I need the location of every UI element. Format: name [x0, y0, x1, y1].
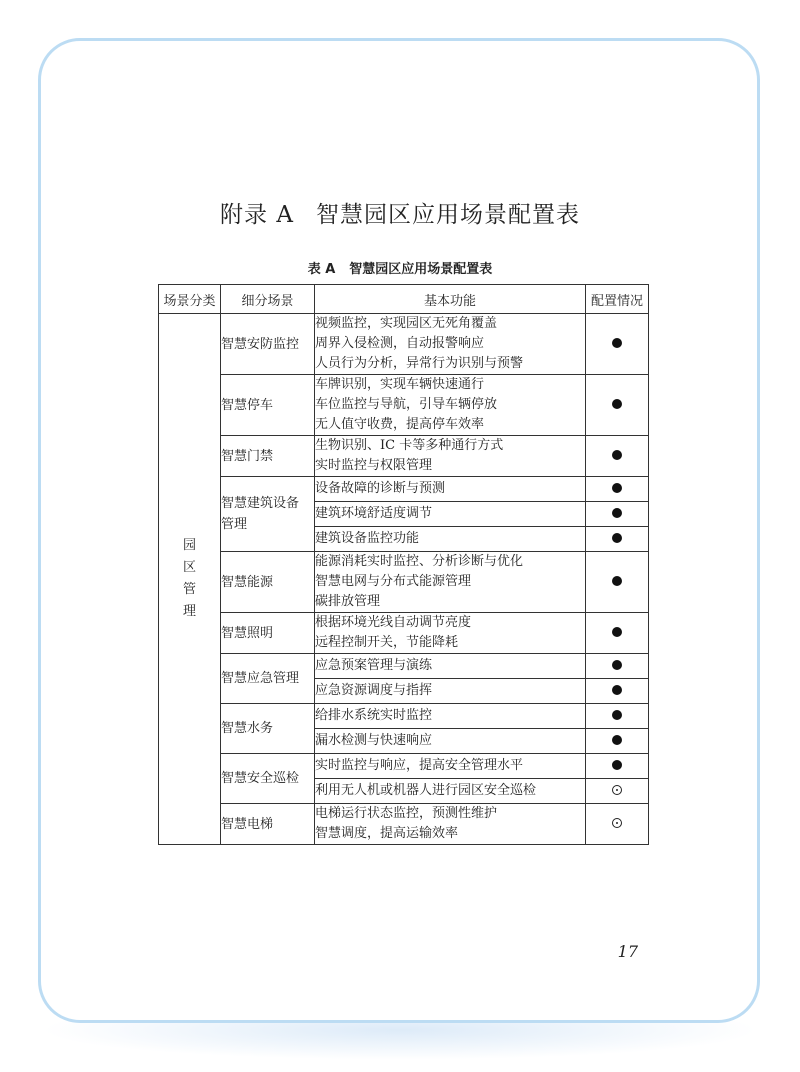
- function-line: 远程控制开关，节能降耗: [315, 635, 459, 650]
- filled-circle-icon: [612, 533, 622, 543]
- status-cell: [586, 375, 649, 436]
- table-row: [159, 436, 649, 477]
- function-cell: [315, 704, 586, 729]
- status-cell: [586, 754, 649, 779]
- scene-name-cell: 智慧照明: [221, 613, 315, 654]
- filled-circle-icon: [612, 576, 622, 586]
- function-line: 应急资源调度与指挥: [315, 683, 433, 698]
- function-cell: [315, 477, 586, 502]
- table-row: [159, 704, 649, 729]
- table-header-row: [159, 285, 649, 314]
- function-cell: [315, 613, 586, 654]
- filled-circle-icon: [612, 710, 622, 720]
- function-cell: [315, 754, 586, 779]
- scene-name-cell: 智慧应急管理: [221, 654, 315, 704]
- table-row: [159, 552, 649, 613]
- appendix-label: 附录 A: [220, 202, 294, 228]
- function-line: 智慧调度，提高运输效率: [315, 826, 459, 841]
- page-number: 17: [617, 942, 638, 961]
- status-cell: [586, 779, 649, 804]
- table-row: [159, 754, 649, 779]
- filled-circle-icon: [612, 760, 622, 770]
- status-cell: [586, 804, 649, 845]
- function-line: 给排水系统实时监控: [315, 708, 433, 723]
- table-caption-label: 表 A: [307, 262, 336, 277]
- function-cell: [315, 552, 586, 613]
- circled-dot-icon: [612, 785, 622, 795]
- config-table: [158, 284, 649, 845]
- scene-name-cell: 智慧安防监控: [221, 314, 315, 375]
- function-line: 建筑环境舒适度调节: [315, 506, 433, 521]
- status-cell: [586, 704, 649, 729]
- scene-name-cell: 智慧停车: [221, 375, 315, 436]
- function-cell: [315, 804, 586, 845]
- function-line: 周界入侵检测，自动报警响应: [315, 336, 485, 351]
- appendix-title: [0, 196, 800, 229]
- category-cell: [159, 314, 221, 845]
- function-cell: [315, 654, 586, 679]
- function-cell: [315, 436, 586, 477]
- function-line: 碳排放管理: [315, 594, 381, 609]
- function-line: 生物识别、IC 卡等多种通行方式: [315, 438, 504, 453]
- function-line: 应急预案管理与演练: [315, 658, 433, 673]
- function-cell: [315, 314, 586, 375]
- table-caption: [0, 258, 800, 277]
- function-line: 利用无人机或机器人进行园区安全巡检: [315, 783, 537, 798]
- status-cell: [586, 654, 649, 679]
- filled-circle-icon: [612, 399, 622, 409]
- status-cell: [586, 729, 649, 754]
- scene-name-line: 智慧建筑设备: [221, 496, 300, 511]
- category-char: 园: [182, 538, 196, 553]
- filled-circle-icon: [612, 450, 622, 460]
- scene-name-cell: 智慧安全巡检: [221, 754, 315, 804]
- function-cell: [315, 679, 586, 704]
- status-cell: [586, 502, 649, 527]
- filled-circle-icon: [612, 508, 622, 518]
- table-row: [159, 375, 649, 436]
- category-char: 区: [182, 560, 196, 575]
- scene-name-cell: 智慧水务: [221, 704, 315, 754]
- function-line: 车位监控与导航，引导车辆停放: [315, 397, 498, 412]
- scene-name-cell: 智慧能源: [221, 552, 315, 613]
- function-line: 无人值守收费，提高停车效率: [315, 417, 485, 432]
- function-line: 实时监控与权限管理: [315, 458, 433, 473]
- filled-circle-icon: [612, 627, 622, 637]
- table-row: [159, 654, 649, 679]
- function-line: 设备故障的诊断与预测: [315, 481, 446, 496]
- filled-circle-icon: [612, 483, 622, 493]
- function-cell: [315, 375, 586, 436]
- table-row: [159, 613, 649, 654]
- function-cell: [315, 729, 586, 754]
- table-caption-title: 智慧园区应用场景配置表: [349, 262, 493, 277]
- filled-circle-icon: [612, 735, 622, 745]
- appendix-title-text: 智慧园区应用场景配置表: [315, 202, 580, 228]
- scene-name-line: 管理: [221, 517, 248, 532]
- table-row: [159, 314, 649, 375]
- status-cell: [586, 527, 649, 552]
- function-line: 能源消耗实时监控、分析诊断与优化: [315, 554, 524, 569]
- status-cell: [586, 436, 649, 477]
- function-line: 电梯运行状态监控，预测性维护: [315, 806, 498, 821]
- function-cell: [315, 527, 586, 552]
- filled-circle-icon: [612, 685, 622, 695]
- scene-name-cell: 智慧门禁: [221, 436, 315, 477]
- function-line: 智慧电网与分布式能源管理: [315, 574, 472, 589]
- function-line: 漏水检测与快速响应: [315, 733, 433, 748]
- status-cell: [586, 314, 649, 375]
- status-cell: [586, 477, 649, 502]
- status-cell: [586, 679, 649, 704]
- function-line: 实时监控与响应，提高安全管理水平: [315, 758, 524, 773]
- header-status: 配置情况: [586, 285, 649, 314]
- function-line: 建筑设备监控功能: [315, 531, 420, 546]
- scene-name-cell: [221, 477, 315, 552]
- table-row: [159, 477, 649, 502]
- category-char: 理: [182, 604, 196, 619]
- function-line: 人员行为分析，异常行为识别与预警: [315, 356, 524, 371]
- status-cell: [586, 613, 649, 654]
- function-cell: [315, 779, 586, 804]
- category-char: 管: [182, 582, 196, 597]
- circled-dot-icon: [612, 818, 622, 828]
- filled-circle-icon: [612, 660, 622, 670]
- header-function: 基本功能: [315, 285, 586, 314]
- filled-circle-icon: [612, 338, 622, 348]
- header-scene: 细分场景: [221, 285, 315, 314]
- status-cell: [586, 552, 649, 613]
- table-row: [159, 804, 649, 845]
- table-body: [159, 314, 649, 845]
- header-category: 场景分类: [159, 285, 221, 314]
- function-cell: [315, 502, 586, 527]
- scene-name-cell: 智慧电梯: [221, 804, 315, 845]
- function-line: 视频监控，实现园区无死角覆盖: [315, 316, 498, 331]
- function-line: 根据环境光线自动调节亮度: [315, 615, 472, 630]
- function-line: 车牌识别，实现车辆快速通行: [315, 377, 485, 392]
